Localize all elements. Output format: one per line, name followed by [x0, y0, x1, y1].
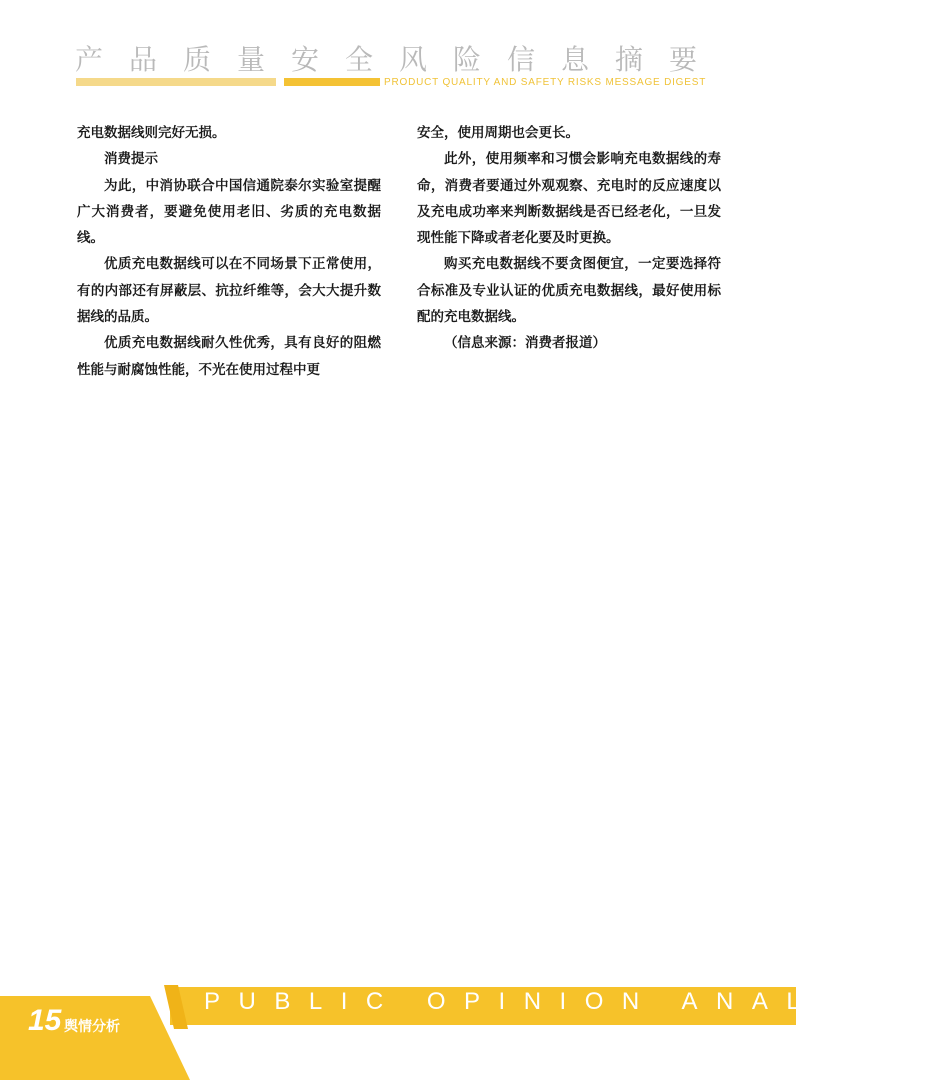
header-subtitle: PRODUCT QUALITY AND SAFETY RISKS MESSAGE DIGEST	[384, 77, 707, 88]
paragraph: 购买充电数据线不要贪图便宜，一定要选择符合标准及专业认证的优质充电数据线，最好使用标配的充电数据线。	[417, 256, 721, 326]
paragraph: 优质充电数据线耐久性优秀，具有良好的阻燃性能与耐腐蚀性能，不光在使用过程中更	[77, 335, 381, 378]
paragraph: 为此，中消协联合中国信通院泰尔实验室提醒广大消费者，要避免使用老旧、劣质的充电数据线。	[77, 177, 381, 247]
paragraph: 此外，使用频率和习惯会影响充电数据线的寿命，消费者要通过外观观察、充电时的反应速度以及充电成功率来判断数据线是否已经老化，一旦发现性能下降或者老化要及时更换。	[417, 151, 721, 247]
section-label: 舆情分析	[64, 1019, 120, 1035]
article-column-left	[77, 120, 381, 383]
paragraph: 充电数据线则完好无损。	[77, 125, 226, 141]
paragraph: 安全，使用周期也会更长。	[417, 125, 579, 141]
article-column-right	[417, 120, 721, 357]
header-accent-bar-dark	[284, 78, 380, 86]
section-heading: 消费提示	[104, 151, 158, 168]
page-number: 15	[28, 1004, 62, 1037]
header-title: 产品质量安全风险信息摘要	[75, 43, 724, 76]
header-accent-bar-light	[76, 78, 276, 86]
footer-banner-text: PUBLIC OPINION ANALYSIS	[204, 988, 945, 1015]
source-note: （信息来源：消费者报道）	[444, 335, 606, 352]
paragraph: 优质充电数据线可以在不同场景下正常使用，有的内部还有屏蔽层、抗拉纤维等，会大大提升数据线的品质。	[77, 256, 381, 326]
